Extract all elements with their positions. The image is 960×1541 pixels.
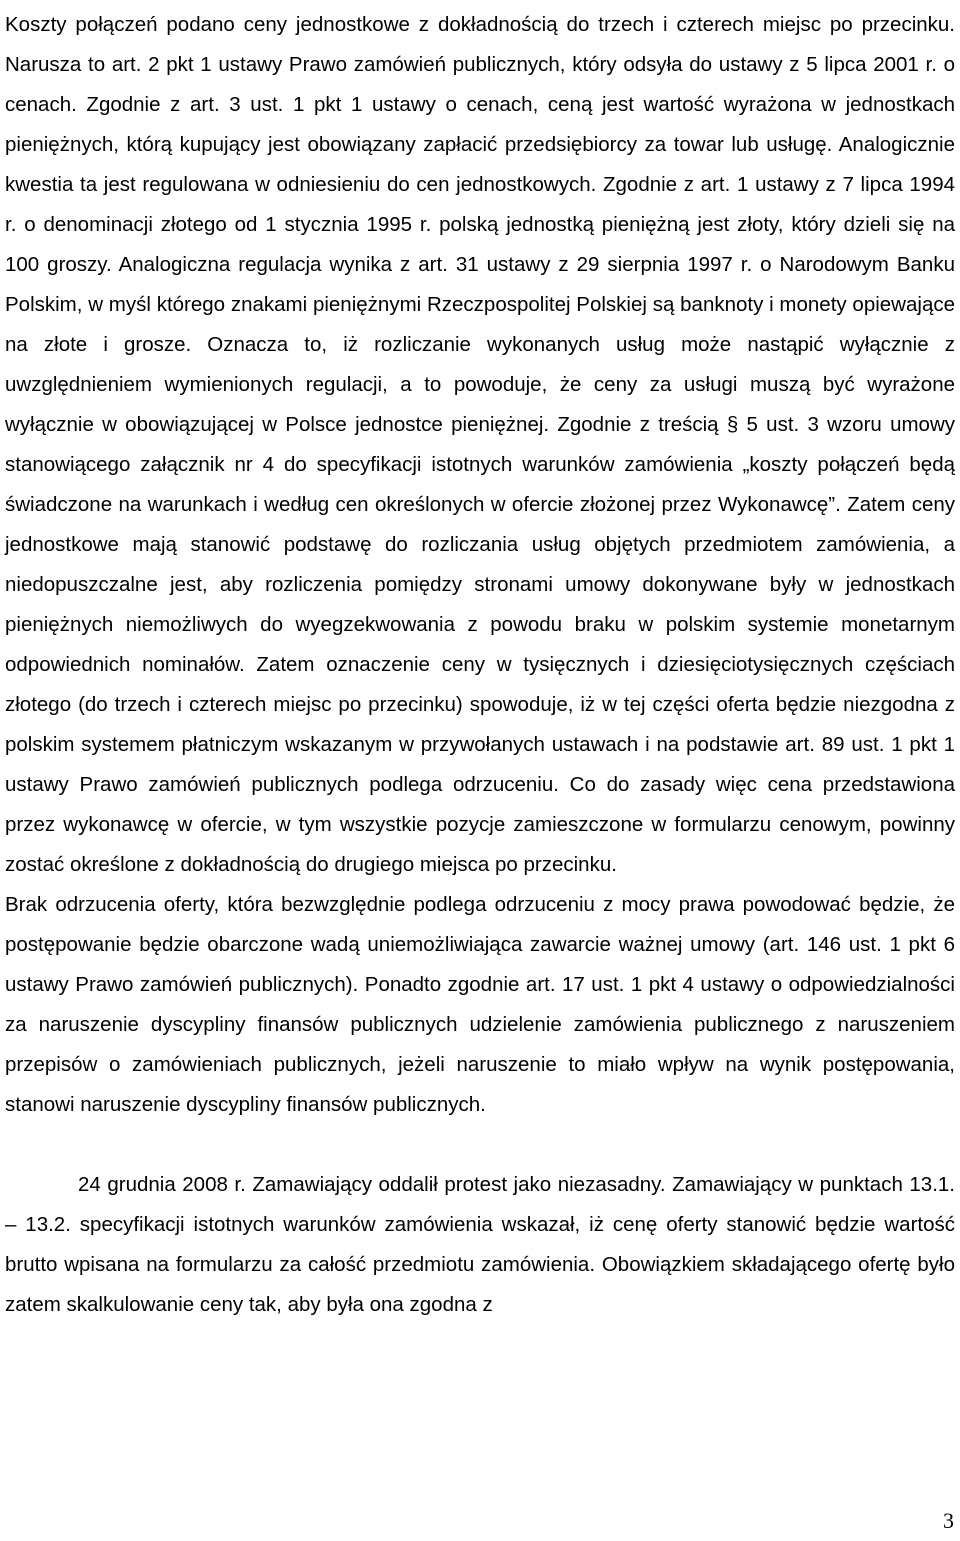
paragraph-no-rejection: Brak odrzucenia oferty, która bezwzględnie podlega odrzuceniu z mocy prawa powodować będzie, że postępowanie będzie obarczone wadą uniemożliwiająca zawarcie ważnej umowy (art. 146 ust. 1 pkt 6 ustawy Prawo zamówień publicznych). Ponadto zgodnie art. 17 ust. 1 pkt 4 ustawy o odpowiedzialności za naruszenie dyscypliny finansów publicznych udzielenie zamówienia publicznego z naruszeniem przepisów o zamówieniach publicznych, jeżeli naruszenie to miało wpływ na wynik postępowania, stanowi naruszenie dyscypliny finansów publicznych. bbox=[5, 893, 955, 1116]
paragraph-protest-dismissed: 24 grudnia 2008 r. Zamawiający oddalił protest jako niezasadny. Zamawiający w punktach 13.1. – 13.2. specyfikacji istotnych warunków zamówienia wskazał, iż cenę oferty stanowić będzie wartość brutto wpisana na formularzu za całość przedmiotu zamówienia. Obowiązkiem składającego ofertę było zatem skalkulowanie ceny tak, aby była ona zgodna z bbox=[5, 1173, 955, 1316]
page-number: 3 bbox=[943, 1508, 954, 1533]
paragraph-spacer bbox=[5, 1125, 955, 1165]
document-page bbox=[5, 5, 955, 1325]
paragraph-price-precision: Koszty połączeń podano ceny jednostkowe z dokładnością do trzech i czterech miejsc po przecinku. Narusza to art. 2 pkt 1 ustawy Prawo zamówień publicznych, który odsyła do ustawy z 5 lipca 2001 r. o cenach. Zgodnie z art. 3 ust. 1 pkt 1 ustawy o cenach, ceną jest wartość wyrażona w jednostkach pieniężnych, którą kupujący jest obowiązany zapłacić przedsiębiorcy za towar lub usługę. Analogicznie kwestia ta jest regulowana w odniesieniu do cen jednostkowych. Zgodnie z art. 1 ustawy z 7 lipca 1994 r. o denominacji złotego od 1 stycznia 1995 r. polską jednostką pieniężną jest złoty, który dzieli się na 100 groszy. Analogiczna regulacja wynika z art. 31 ustawy z 29 sierpnia 1997 r. o Narodowym Banku Polskim, w myśl którego znakami pieniężnymi Rzeczpospolitej Polskiej są banknoty i monety opiewające na złote i grosze. Oznacza to, iż rozliczanie wykonanych usług może nastąpić wyłącznie z uwzględnieniem wymienionych regulacji, a to powoduje, że ceny za usługi muszą być wyrażone wyłącznie w obowiązującej w Polsce jednostce pieniężnej. Zgodnie z treścią § 5 ust. 3 wzoru umowy stanowiącego załącznik nr 4 do specyfikacji istotnych warunków zamówienia „koszty połączeń będą świadczone na warunkach i według cen określonych w ofercie złożonej przez Wykonawcę”. Zatem ceny jednostkowe mają stanowić podstawę do rozliczania usług objętych przedmiotem zamówienia, a niedopuszczalne jest, aby rozliczenia pomiędzy stronami umowy dokonywane były w jednostkach pieniężnych niemożliwych do wyegzekwowania z powodu braku w polskim systemie monetarnym odpowiednich nominałów. Zatem oznaczenie ceny w tysięcznych i dziesięciotysięcznych częściach złotego (do trzech i czterech miejsc po przecinku) spowoduje, iż w tej części oferta będzie niezgodna z polskim systemem płatniczym wskazanym w przywołanych ustawach i na podstawie art. 89 ust. 1 pkt 1 ustawy Prawo zamówień publicznych podlega odrzuceniu. Co do zasady więc cena przedstawiona przez wykonawcę w ofercie, w tym wszystkie pozycje zamieszczone w formularzu cenowym, powinny zostać określone z dokładnością do drugiego miejsca po przecinku. bbox=[5, 13, 955, 876]
